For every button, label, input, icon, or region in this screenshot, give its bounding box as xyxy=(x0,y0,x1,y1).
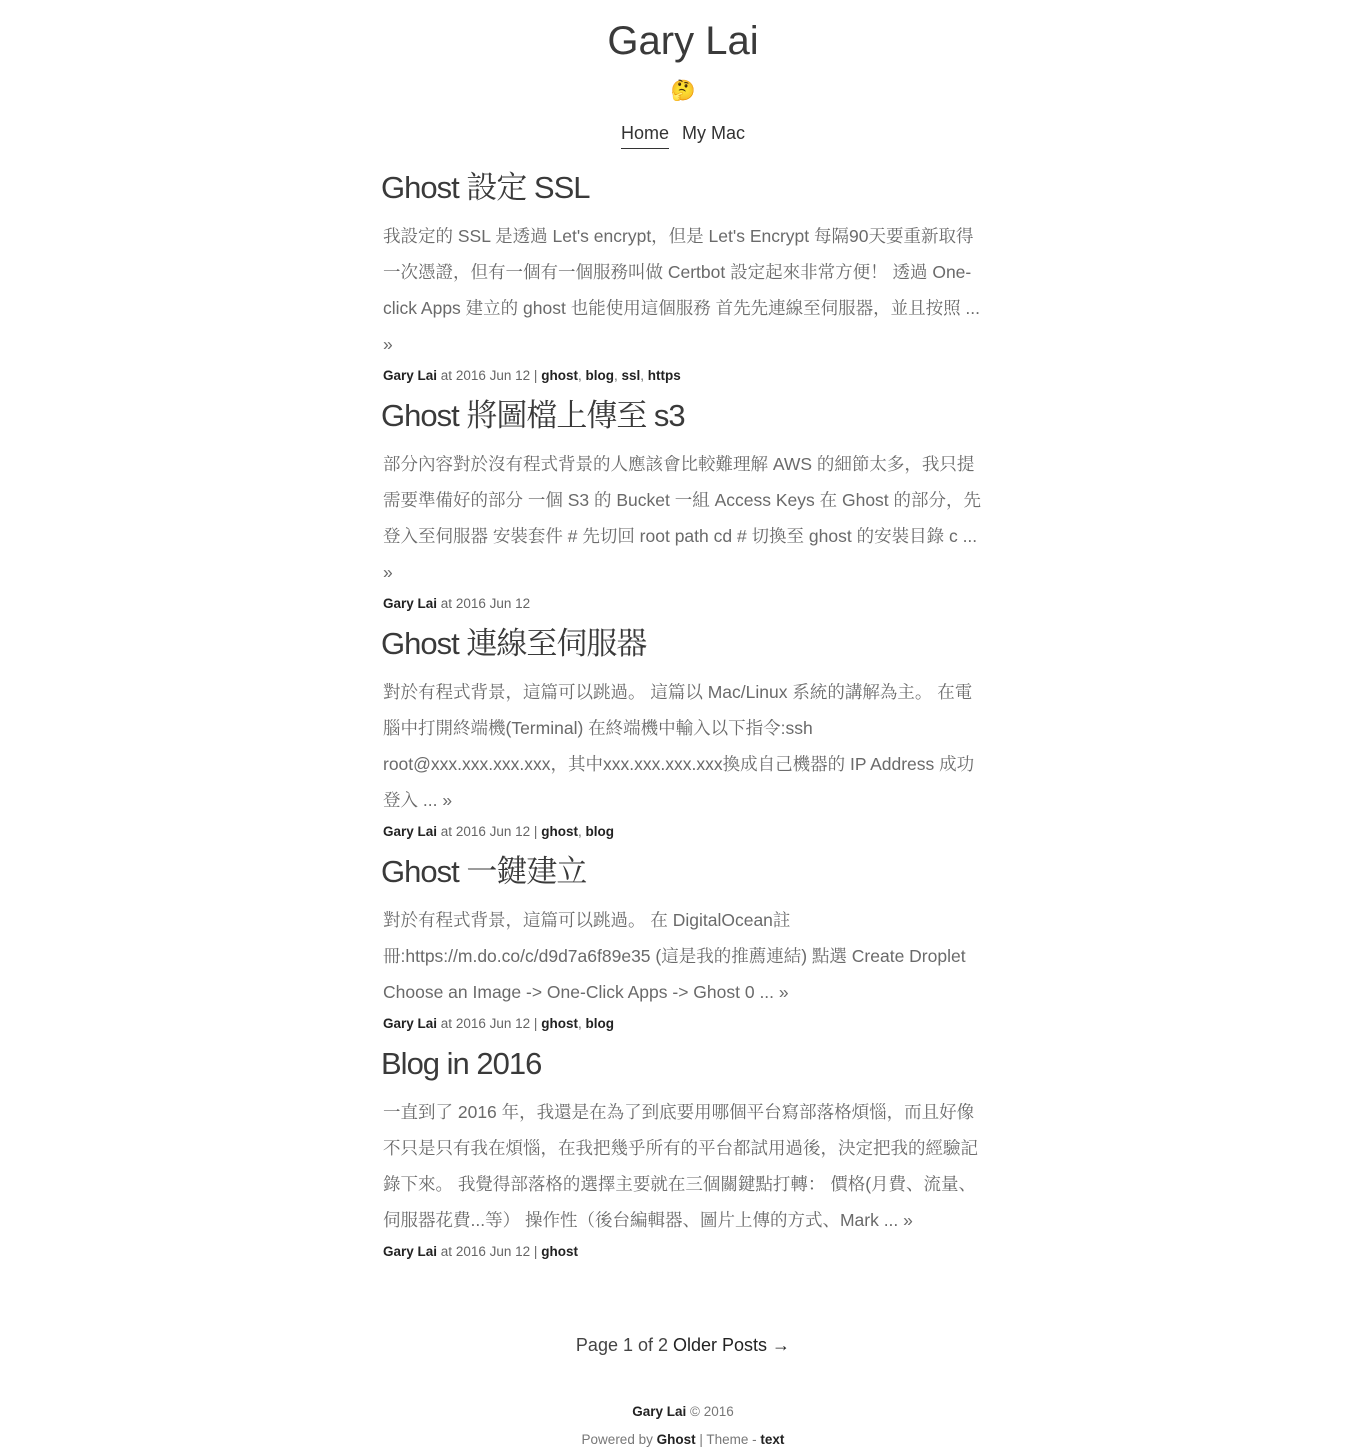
excerpt-text: 對於有程式背景，這篇可以跳過。 在 DigitalOcean註冊:https://m.do.co/c/d9d7a6f89e35 (這是我的推薦連結) 點選 Create Droplet Choose an Image -> One-Click Apps -> Ghost 0 ... xyxy=(383,910,966,1002)
theme-link[interactable]: text xyxy=(760,1432,785,1447)
post-author: Gary Lai xyxy=(383,1016,438,1031)
footer-powered-label: Powered by xyxy=(581,1432,653,1447)
site-footer xyxy=(0,1398,1366,1451)
tag-link[interactable]: blog xyxy=(585,824,614,839)
post-title-link[interactable]: Ghost 連線至伺服器 xyxy=(381,626,647,661)
excerpt-text: 我設定的 SSL 是透過 Let's encrypt，但是 Let's Encrypt 每隔90天要重新取得一次憑證，但有一個有一個服務叫做 Certbot 設定起來非常方便！ 透過 One-click Apps 建立的 ghost 也能使用這個服務 首先先連線至伺服器，並且按照 ... xyxy=(383,226,981,318)
thinking-face-icon: 🤔 xyxy=(670,80,696,102)
post-at: at xyxy=(440,1244,453,1259)
post-list xyxy=(381,166,983,1270)
read-more-link[interactable]: » xyxy=(903,1210,913,1230)
tag-link[interactable]: blog xyxy=(585,1016,614,1031)
page-number: Page 1 of 2 xyxy=(575,1335,668,1355)
post-date: 2016 Jun 12 xyxy=(455,824,531,839)
post-author: Gary Lai xyxy=(383,368,438,383)
excerpt-text: 一直到了 2016 年，我還是在為了到底要用哪個平台寫部落格煩惱，而且好像不只是只有我在煩惱，在我把幾乎所有的平台都試用過後，決定把我的經驗記錄下來。 我覺得部落格的選擇主要就在三個關鍵點打轉： 價格(月費、流量、伺服器花費...等） 操作性（後台編輯器、圖片上傳的方式、Mark ... xyxy=(383,1102,978,1230)
read-more-link[interactable]: » xyxy=(383,562,393,582)
post-item xyxy=(381,394,983,614)
post-title xyxy=(381,622,983,666)
read-more-link[interactable]: » xyxy=(442,790,453,810)
post-date: 2016 Jun 12 xyxy=(455,368,531,383)
post-meta xyxy=(383,1242,983,1262)
pagination xyxy=(0,1332,1366,1358)
site-title[interactable]: Gary Lai xyxy=(607,19,759,63)
post-title-link[interactable]: Blog in 2016 xyxy=(381,1046,542,1081)
meta-separator: | xyxy=(533,1244,538,1259)
excerpt-text: 部分內容對於沒有程式背景的人應該會比較難理解 AWS 的細節太多，我只提需要準備好的部分 一個 S3 的 Bucket 一組 Access Keys 在 Ghost 的部分，先登入至伺服器 安裝套件 # 先切回 root path cd # 切換至 ghost 的安裝目錄 c ... xyxy=(383,454,982,546)
older-posts-link[interactable]: Older Posts → xyxy=(673,1335,791,1355)
footer-author: Gary Lai xyxy=(632,1404,687,1419)
tag-link[interactable]: ghost xyxy=(541,368,578,383)
tag-link[interactable]: blog xyxy=(585,368,614,383)
post-item xyxy=(381,1042,983,1262)
post-excerpt xyxy=(383,902,983,1010)
post-at: at xyxy=(440,368,453,383)
post-item xyxy=(381,622,983,842)
post-item xyxy=(381,850,983,1034)
post-author: Gary Lai xyxy=(383,1244,438,1259)
read-more-link[interactable]: » xyxy=(778,982,789,1002)
post-author: Gary Lai xyxy=(383,596,438,611)
post-excerpt xyxy=(383,1094,983,1238)
post-date: 2016 Jun 12 xyxy=(455,596,531,611)
post-at: at xyxy=(440,1016,453,1031)
post-title-link[interactable]: Ghost 一鍵建立 xyxy=(381,854,587,889)
excerpt-text: 對於有程式背景，這篇可以跳過。 這篇以 Mac/Linux 系統的講解為主。 在電腦中打開終端機(Terminal) 在終端機中輸入以下指令:ssh root@xxx.xxx.xxx.xxx，其中xxx.xxx.xxx.xxx換成自己機器的 IP Address 成功登入 ... xyxy=(383,682,975,810)
post-date: 2016 Jun 12 xyxy=(455,1244,531,1259)
meta-separator: | xyxy=(533,368,538,383)
post-at: at xyxy=(440,824,453,839)
tag-link[interactable]: ghost xyxy=(541,1244,578,1259)
post-meta: Gary Lai at 2016 Jun 12 | ghost, blog, ssl, https xyxy=(383,368,681,383)
tag-link[interactable]: ghost xyxy=(541,1016,578,1031)
post-title xyxy=(381,166,983,210)
main-nav xyxy=(0,120,1366,149)
post-excerpt xyxy=(383,446,983,590)
read-more-link[interactable]: » xyxy=(383,334,393,354)
post-title xyxy=(381,1042,983,1086)
meta-separator: | xyxy=(533,824,538,839)
post-meta xyxy=(383,594,983,614)
post-title xyxy=(381,850,983,894)
tag-link[interactable]: ghost xyxy=(541,824,578,839)
post-date: 2016 Jun 12 xyxy=(455,1016,531,1031)
post-author: Gary Lai xyxy=(383,824,438,839)
nav-item-my-mac[interactable]: My Mac xyxy=(682,123,746,143)
post-title-link[interactable]: Ghost 將圖檔上傳至 s3 xyxy=(381,398,685,433)
footer-copyright-year: © 2016 xyxy=(690,1404,734,1419)
footer-theme-label: | Theme - xyxy=(699,1432,757,1447)
post-meta: Gary Lai at 2016 Jun 12 | ghost, blog xyxy=(383,1016,614,1031)
post-excerpt xyxy=(383,218,983,362)
post-item xyxy=(381,166,983,386)
post-title-link[interactable]: Ghost 設定 SSL xyxy=(381,170,590,205)
footer-copyright xyxy=(0,1398,1366,1426)
post-title xyxy=(381,394,983,438)
tag-link[interactable]: ssl xyxy=(621,368,641,383)
post-excerpt xyxy=(383,674,983,818)
meta-separator: | xyxy=(533,1016,538,1031)
nav-item-home[interactable]: Home xyxy=(621,120,669,149)
ghost-link[interactable]: Ghost xyxy=(656,1432,696,1447)
post-at: at xyxy=(440,596,453,611)
footer-powered xyxy=(0,1426,1366,1451)
post-meta: Gary Lai at 2016 Jun 12 | ghost, blog xyxy=(383,824,614,839)
tag-link[interactable]: https xyxy=(647,368,681,383)
